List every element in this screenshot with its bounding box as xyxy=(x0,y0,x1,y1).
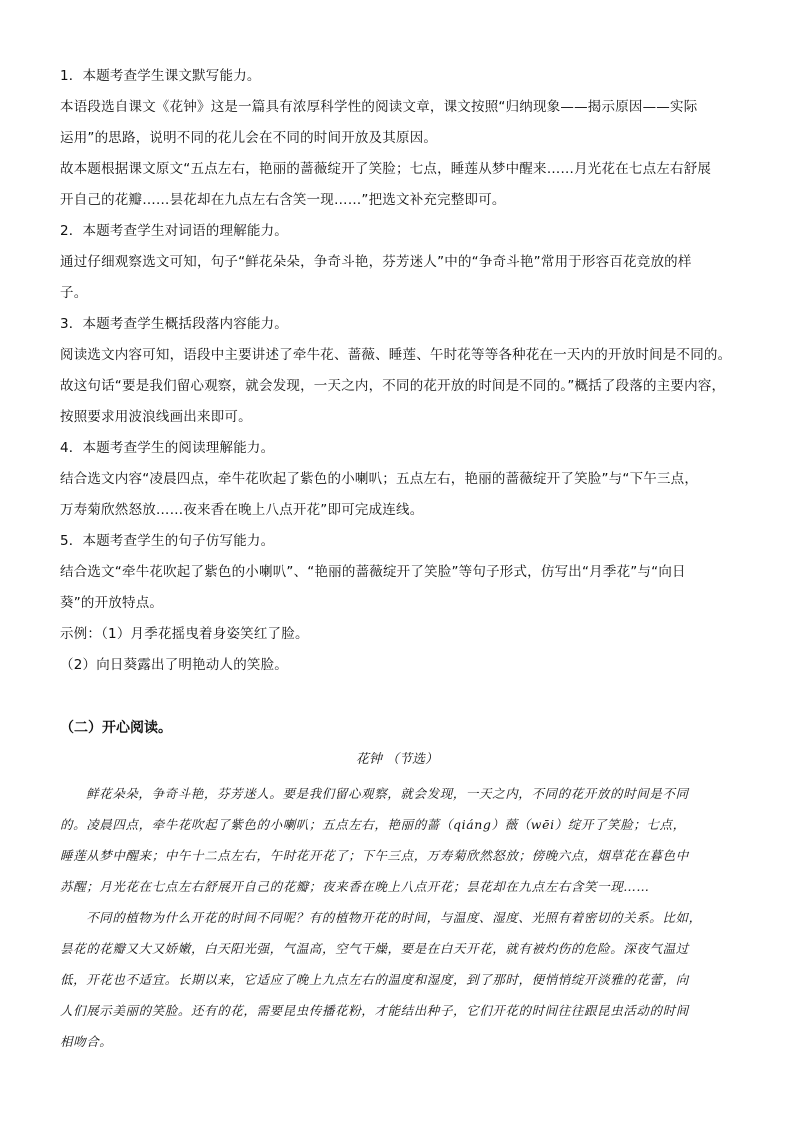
answer-2-text-line: 通过仔细观察选文可知，句子“鲜花朵朵，争奇斗艳，芬芳迷人”中的“争奇斗艳”常用于形容百花竞放的样 xyxy=(60,254,692,270)
passage-line: 相吻合。 xyxy=(60,1034,113,1049)
answer-5-heading: 5．本题考查学生的句子仿写能力。 xyxy=(60,533,275,549)
answer-5-example: 示例：（1）月季花摇曳着身姿笑红了脸。 xyxy=(60,626,309,642)
answer-5-text-line: 结合选文“牵牛花吹起了紫色的小喇叭”、“艳丽的蔷薇绽开了笑脸”等句子形式，仿写出“月季花”与“向日 xyxy=(60,564,686,580)
answer-2-text-line: 子。 xyxy=(60,285,88,301)
passage-line: 低，开花也不适宜。长期以来，它适应了晚上九点左右的温度和湿度，到了那时，便悄悄绽开淡雅的花蕾，向 xyxy=(60,972,689,987)
answer-1-text-line: 开自己的花瓣……昙花却在九点左右含笑一现……”把选文补充完整即可。 xyxy=(60,192,506,208)
answer-5-example: （2）向日葵露出了明艳动人的笑脸。 xyxy=(60,657,288,673)
answer-1-text-line: 本语段选自课文《花钟》这是一篇具有浓厚科学性的阅读文章，课文按照“归纳现象——揭示原因——实际 xyxy=(60,99,698,115)
passage-line: 鲜花朵朵，争奇斗艳，芬芳迷人。要是我们留心观察，就会发现，一天之内，不同的花开放的时间是不同 xyxy=(86,786,689,801)
passage-line: 昙花的花瓣又大又娇嫩，白天阳光强，气温高，空气干燥，要是在白天开花，就有被灼伤的危险。深夜气温过 xyxy=(60,941,689,956)
passage-line: 不同的植物为什么开花的时间不同呢？有的植物开花的时间，与温度、湿度、光照有着密切的关系。比如， xyxy=(86,910,702,925)
answer-1-text-line: 运用”的思路，说明不同的花儿会在不同的时间开放及其原因。 xyxy=(60,130,438,146)
passage-line: 苏醒；月光花在七点左右舒展开自己的花瓣；夜来香在晚上八点开花；昙花却在九点左右含笑一现…… xyxy=(60,879,650,894)
answer-2-heading: 2．本题考查学生对词语的理解能力。 xyxy=(60,223,288,239)
passage-title: 花钟 （节选） xyxy=(355,752,439,767)
answer-1-heading: 1．本题考查学生课文默写能力。 xyxy=(60,68,261,84)
answer-3-text-line: 故这句话“要是我们留心观察，就会发现，一天之内，不同的花开放的时间是不同的。”概括了段落的主要内容， xyxy=(60,378,726,394)
answer-4-text-line: 结合选文内容“凌晨四点，牵牛花吹起了紫色的小喇叭；五点左右，艳丽的蔷薇绽开了笑脸”与“下午三点， xyxy=(60,471,699,487)
answer-1-text-line: 故本题根据课文原文“五点左右，艳丽的蔷薇绽开了笑脸；七点，睡莲从梦中醒来……月光花在七点左右舒展 xyxy=(60,161,712,177)
answer-4-heading: 4．本题考查学生的阅读理解能力。 xyxy=(60,440,275,456)
answer-3-heading: 3．本题考查学生概括段落内容能力。 xyxy=(60,316,288,332)
answer-3-text-line: 按照要求用波浪线画出来即可。 xyxy=(60,409,252,425)
passage-line: 睡莲从梦中醒来；中午十二点左右，午时花开花了；下午三点，万寿菊欣然怒放；傍晚六点，烟草花在暮色中 xyxy=(60,848,689,863)
answer-4-text-line: 万寿菊欣然怒放……夜来香在晚上八点开花”即可完成连线。 xyxy=(60,502,424,518)
answer-3-text-line: 阅读选文内容可知，语段中主要讲述了牵牛花、蔷薇、睡莲、午时花等等各种花在一天内的开放时间是不同的。 xyxy=(60,347,732,363)
section-heading: （二）开心阅读。 xyxy=(60,720,172,736)
passage-line: 的。凌晨四点，牵牛花吹起了紫色的小喇叭；五点左右，艳丽的蔷（qiáng）薇（wēi）绽开了笑脸；七点， xyxy=(60,817,686,832)
answer-5-text-line: 葵”的开放特点。 xyxy=(60,595,164,611)
passage-line: 人们展示美丽的笑脸。还有的花，需要昆虫传播花粉，才能结出种子，它们开花的时间往往跟昆虫活动的时间 xyxy=(60,1003,689,1018)
